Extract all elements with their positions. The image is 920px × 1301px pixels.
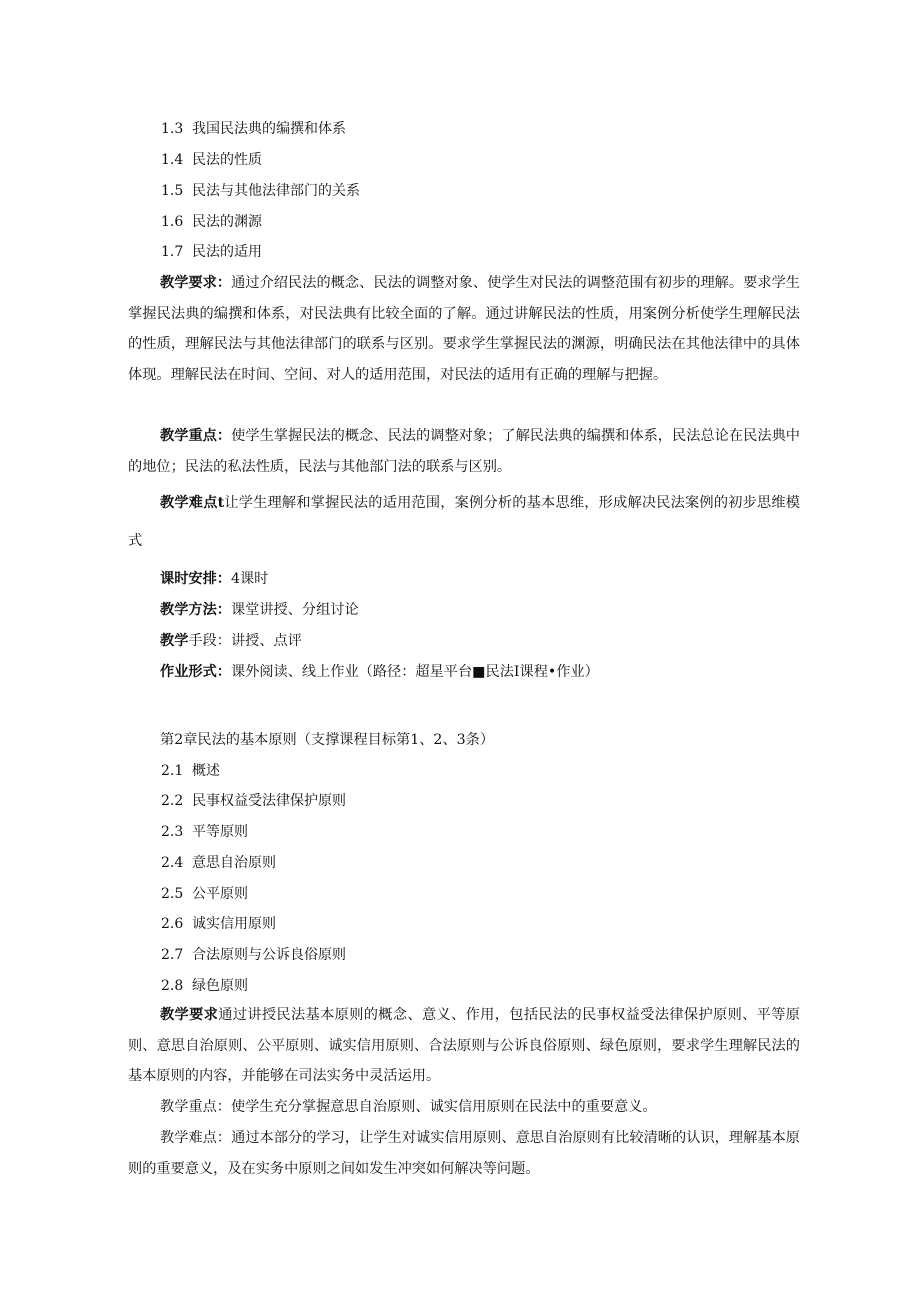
section-item bbox=[161, 822, 248, 842]
section-title: 合法原则与公诉良俗原则 bbox=[192, 947, 346, 963]
section-number: 2.1 bbox=[161, 763, 184, 779]
section-item bbox=[161, 853, 276, 873]
section-number: 1.6 bbox=[161, 214, 184, 230]
section-item bbox=[161, 150, 262, 170]
section-item bbox=[161, 181, 360, 201]
teaching-difficulty-paragraph: 教学难点：通过本部分的学习，让学生对诚实信用原则、意思自治原则有比较清晰的认识，理解基本原则的重要意义，及在实务中原则之间如发生冲突如何解决等问题。 bbox=[128, 1130, 800, 1177]
section-title: 公平原则 bbox=[192, 886, 248, 902]
teaching-method-line bbox=[160, 600, 359, 620]
teaching-requirement-label: 教学要求 bbox=[160, 1007, 219, 1023]
teaching-means-line bbox=[160, 631, 302, 651]
teaching-focus-paragraph: 教学重点：使学生充分掌握意思自治原则、诚实信用原则在民法中的重要意义。 bbox=[160, 1099, 657, 1115]
teaching-requirement-text: 通过讲授民法基本原则的概念、意义、作用，包括民法的民事权益受法律保护原则、平等原则、意思自治原则、公平原则、诚实信用原则、合法原则与公诉良俗原则、绿色原则，要求学生理解民法的基本原则的内容，并能够在司法实务中灵活运用。 bbox=[128, 1007, 800, 1084]
section-title: 我国民法典的编撰和体系 bbox=[192, 121, 346, 137]
section-number: 2.5 bbox=[161, 886, 184, 902]
teaching-method-label: 教学方法： bbox=[160, 602, 231, 618]
teaching-requirement-label: 教学要求： bbox=[160, 275, 232, 291]
section-item bbox=[161, 914, 276, 934]
section-number: 1.3 bbox=[161, 121, 184, 137]
teaching-method-value: 课堂讲授、分组讨论 bbox=[230, 602, 359, 618]
teaching-difficulty-paragraph bbox=[128, 484, 800, 560]
teaching-means-value: 手段：讲授、点评 bbox=[188, 633, 302, 649]
chapter-heading: 第2章民法的基本原则（支撑课程目标第1、2、3条） bbox=[160, 732, 495, 748]
homework-value: 课外阅读、线上作业（路径：超星平台■民法I课程•作业） bbox=[230, 664, 599, 680]
section-item bbox=[161, 242, 262, 262]
section-item bbox=[161, 945, 346, 965]
teaching-requirement-paragraph bbox=[128, 268, 800, 390]
section-number: 1.4 bbox=[161, 152, 184, 168]
homework-line bbox=[160, 662, 599, 682]
section-title: 民事权益受法律保护原则 bbox=[192, 793, 346, 809]
section-number: 2.7 bbox=[161, 947, 184, 963]
teaching-requirement-paragraph bbox=[128, 1000, 800, 1092]
teaching-focus-paragraph bbox=[128, 421, 800, 482]
section-item bbox=[161, 791, 346, 811]
teaching-difficulty-label: 教学难点t bbox=[160, 495, 225, 511]
section-title: 平等原则 bbox=[192, 824, 248, 840]
section-number: 2.6 bbox=[161, 916, 184, 932]
class-hours-value: 4课时 bbox=[230, 571, 269, 587]
class-hours-line bbox=[160, 569, 268, 589]
teaching-requirement-text: 通过介绍民法的概念、民法的调整对象、使学生对民法的调整范围有初步的理解。要求学生掌握民法典的编撰和体系，对民法典有比较全面的了解。通过讲解民法的性质，用案例分析使学生理解民法的性质，理解民法与其他法律部门的联系与区别。要求学生掌握民法的渊源，明确民法在其他法律中的具体体现。理解民法在时间、空间、对人的适用范围，对民法的适用有正确的理解与把握。 bbox=[128, 275, 800, 383]
section-item bbox=[161, 976, 248, 996]
section-title: 民法的渊源 bbox=[192, 214, 262, 230]
section-number: 2.8 bbox=[161, 978, 184, 994]
section-item bbox=[161, 884, 248, 904]
section-title: 绿色原则 bbox=[192, 978, 248, 994]
section-item bbox=[161, 119, 346, 139]
homework-label: 作业形式： bbox=[160, 664, 231, 680]
class-hours-label: 课时安排： bbox=[160, 571, 231, 587]
section-number: 2.4 bbox=[161, 855, 184, 871]
section-title: 概述 bbox=[192, 763, 220, 779]
teaching-difficulty-text: 让学生理解和掌握民法的适用范围，案例分析的基本思维，形成解决民法案例的初步思维模式 bbox=[128, 495, 800, 549]
section-number: 1.7 bbox=[161, 244, 184, 260]
section-number: 2.2 bbox=[161, 793, 184, 809]
section-title: 民法与其他法律部门的关系 bbox=[192, 183, 360, 199]
section-number: 1.5 bbox=[161, 183, 184, 199]
section-title: 民法的性质 bbox=[192, 152, 262, 168]
section-number: 2.3 bbox=[161, 824, 184, 840]
section-item bbox=[161, 761, 220, 781]
section-title: 民法的适用 bbox=[192, 244, 262, 260]
section-item bbox=[161, 212, 262, 232]
teaching-focus-label: 教学重点： bbox=[160, 428, 232, 444]
teaching-focus-text: 使学生掌握民法的概念、民法的调整对象；了解民法典的编撰和体系，民法总论在民法典中的地位；民法的私法性质，民法与其他部门法的联系与区别。 bbox=[128, 428, 800, 475]
section-title: 诚实信用原则 bbox=[192, 916, 276, 932]
section-title: 意思自治原则 bbox=[192, 855, 276, 871]
teaching-means-label: 教学 bbox=[160, 633, 189, 649]
